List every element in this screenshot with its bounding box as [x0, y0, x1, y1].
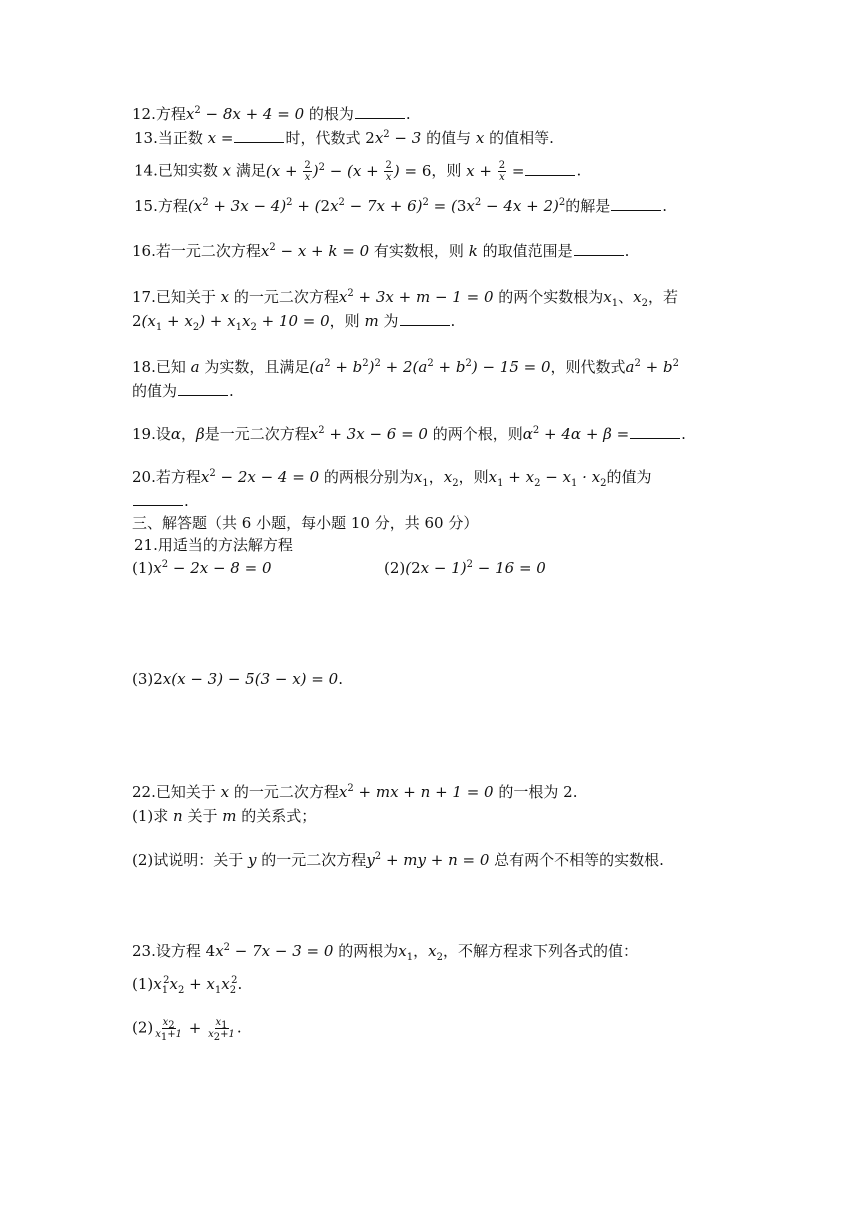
root-x2: $x_2$	[443, 468, 459, 489]
question-text: (1)求	[132, 807, 169, 825]
answer-blank[interactable]	[525, 161, 575, 176]
variable: x	[222, 161, 232, 180]
question-text: 的关系式；	[241, 807, 317, 825]
answer-blank[interactable]	[611, 196, 661, 211]
question-text: 的一元二次方程	[233, 783, 339, 801]
equation: $x^2 - 8x + 4 = 0$	[185, 105, 305, 123]
question-22-title	[132, 782, 577, 802]
question-text: 的根为	[308, 105, 354, 123]
question-21-part-1	[132, 558, 272, 578]
answer-blank[interactable]	[574, 241, 624, 256]
question-text: .	[450, 312, 456, 330]
variable: k	[468, 242, 478, 260]
question-text: 总有两个不相等的实数根.	[494, 851, 664, 869]
expression: $\frac{x_2}{x_1+1}$ + $\frac{x_1}{x_2+1}$	[155, 1017, 235, 1043]
question-text: 的取值范围是	[482, 242, 573, 260]
expression: x + $\frac{2}{x}$ =	[466, 160, 525, 183]
answer-blank[interactable]	[355, 104, 405, 119]
question-number: 15.	[134, 197, 158, 215]
expression: $2x^2 - 3$	[365, 129, 422, 147]
question-15	[134, 196, 667, 216]
question-text: 、	[618, 288, 634, 306]
question-23-part-2	[132, 1017, 242, 1043]
part-label: (3)	[132, 670, 154, 688]
equation: $x^2$ + mx + n + 1 = 0	[338, 783, 494, 801]
question-text: 的值为	[132, 382, 178, 400]
roots: α	[170, 425, 182, 443]
question-21-title: 21.用适当的方法解方程	[134, 536, 293, 554]
answer-blank[interactable]	[234, 128, 284, 143]
question-text: .	[237, 975, 243, 993]
answer-blank[interactable]	[400, 311, 450, 326]
variable: m	[222, 807, 237, 825]
root-x2: $x_2$	[633, 288, 648, 309]
question-text: 的两个根，则	[432, 425, 523, 443]
question-text: .	[338, 670, 343, 688]
question-number: 12.	[132, 105, 156, 123]
question-12	[132, 104, 411, 124]
question-text: .	[229, 382, 234, 400]
equation: $y^2$ + my + n = 0	[366, 851, 490, 869]
question-text: 的值相等.	[489, 129, 554, 147]
question-text: ，则	[329, 312, 360, 330]
question-text: (2)试说明：关于	[132, 851, 244, 869]
expression: $x_1 + x_2 - x_1 \cdot x_2$	[488, 468, 607, 489]
variable: y	[248, 851, 257, 869]
question-text: 方程	[157, 197, 188, 215]
question-text: 的两个实数根为	[498, 288, 604, 306]
question-text: 关于	[187, 807, 218, 825]
section-heading: 三、解答题（共 6 小题，每小题 10 分，共 60 分）	[132, 514, 479, 532]
variable: m	[364, 312, 379, 330]
condition: $2(x_1 + x_2) + x_1x_2 + 10 = 0$	[132, 312, 330, 333]
equation: $x^2 - x + k = 0$	[260, 242, 370, 260]
equation: $(x^2 + 3x - 4)^2 + (2x^2 - 7x + 6)^2 = (3x^2 - 4x + 2)^2$	[187, 197, 566, 215]
question-22-part-1	[132, 806, 316, 826]
question-18	[132, 357, 679, 377]
question-text: .	[681, 425, 686, 443]
question-17-line-2	[132, 311, 455, 331]
question-18-line-2	[132, 381, 234, 401]
question-text: 的值为	[606, 468, 652, 486]
question-text: 的一元二次方程	[233, 288, 339, 306]
question-text: 的两根分别为	[323, 468, 414, 486]
equation: $x^2 + 3x - 6 = 0$	[309, 425, 428, 443]
variable: x	[207, 129, 217, 147]
question-text: .	[236, 1018, 242, 1037]
variable: x	[475, 129, 485, 147]
variable: x	[220, 288, 230, 306]
question-number: 20.	[132, 468, 156, 486]
question-text: 设	[155, 425, 171, 443]
question-17	[132, 287, 678, 307]
question-text: 22.已知关于	[132, 783, 216, 801]
question-number: 13.	[134, 129, 158, 147]
question-21-part-2	[384, 558, 546, 578]
question-text: 的一根为 2.	[498, 783, 578, 801]
question-number: 14.	[134, 161, 158, 180]
question-text: 当正数	[157, 129, 203, 147]
question-text: .	[576, 161, 582, 180]
equation: $4x^2 - 7x - 3 = 0$	[205, 942, 334, 960]
answer-blank[interactable]	[133, 491, 183, 506]
question-19: 19.设α，β是一元二次方程$x^2 + 3x - 6 = 0$ 的两个根，则$\alpha^2 + 4\alpha + \beta$ = .	[132, 425, 686, 443]
question-text: 为	[383, 312, 399, 330]
question-text: .	[662, 197, 668, 215]
question-13: 13.当正数 x = 时，代数式 $2x^2 - 3$ 的值与 x 的值相等.	[134, 129, 554, 147]
expression: $\alpha^2 + 4\alpha + \beta$ =	[522, 425, 630, 443]
question-text: .	[184, 492, 189, 510]
question-text: 的解是	[565, 197, 611, 215]
question-20: 20.若方程$x^2 - 2x - 4 = 0$ 的两根分别为$x_1$，$x_2$，则$x_1 + x_2 - x_1 \cdot x_2$的值为	[132, 468, 652, 489]
question-text: ，不解方程求下列各式的值：	[442, 942, 638, 960]
question-number: 19.	[132, 425, 156, 443]
variable: n	[173, 807, 183, 825]
equation: 2x(x − 3) − 5(3 − x) = 0	[153, 670, 339, 688]
question-number: 17.	[132, 288, 156, 306]
question-20-line-2	[132, 491, 189, 511]
question-text: 的一元二次方程	[261, 851, 367, 869]
equation: (x + $\frac{2}{x}$ )$^2$ − (x + $\frac{2}{x}$ ) = 6	[265, 160, 432, 183]
question-text: 23.设方程	[132, 942, 201, 960]
answer-blank[interactable]	[630, 424, 680, 439]
question-22-part-2	[132, 850, 664, 870]
equation: $x^2 - 2x - 4 = 0$	[200, 468, 320, 486]
question-23-title: 23.设方程 $4x^2 - 7x - 3 = 0$ 的两根为$x_1$，$x_2$，不解方程求下列各式的值：	[132, 942, 638, 963]
root-x1: $x_1$	[413, 468, 429, 489]
question-text: 若方程	[155, 468, 201, 486]
question-text: 已知	[155, 358, 186, 376]
question-text: 的两根为	[338, 942, 399, 960]
question-text: 已知实数	[157, 161, 218, 180]
question-number: 18.	[132, 358, 156, 376]
question-text: ，若	[648, 288, 679, 306]
question-text: 若一元二次方程	[155, 242, 261, 260]
root-x2: $x_2$	[428, 942, 443, 963]
question-text: ，则	[458, 468, 489, 486]
question-text: 是一元二次方程	[204, 425, 310, 443]
roots: β	[196, 425, 205, 443]
question-text: 有实数根，则	[373, 242, 464, 260]
equation: $x^2 + 3x + m - 1 = 0$	[338, 288, 494, 306]
question-text: ，则	[431, 161, 462, 180]
question-text: .	[405, 105, 411, 123]
variable: x	[220, 783, 230, 801]
question-text: .	[624, 242, 630, 260]
question-21-part-3	[132, 669, 343, 689]
question-text: ，则代数式	[550, 358, 626, 376]
question-23-part-1	[132, 974, 242, 994]
question-text: 时，代数式	[285, 129, 361, 147]
part-label: (2)	[384, 559, 406, 577]
question-16	[132, 241, 629, 261]
question-text: 已知关于	[155, 288, 216, 306]
equation: $(2x - 1)^2 - 16 = 0$	[405, 559, 546, 577]
variable: a	[190, 358, 200, 376]
expression: $x_1^2x_2 + x_1x_2^2$	[153, 975, 238, 996]
equation: $x^2 - 2x - 8 = 0$	[153, 559, 272, 577]
part-label: (2)	[132, 1018, 154, 1037]
question-number: 16.	[132, 242, 156, 260]
equation: $(a^2 + b^2)^2 + 2(a^2 + b^2) - 15 = 0$	[309, 358, 551, 376]
part-label: (1)	[132, 559, 154, 577]
part-label: (1)	[132, 975, 154, 993]
question-text: 方程	[155, 105, 186, 123]
root-x1: $x_1$	[398, 942, 414, 963]
question-14	[134, 160, 581, 183]
question-text: 为实数，且满足	[204, 358, 310, 376]
question-text: 满足	[235, 161, 266, 180]
expression: $a^2 + b^2$	[625, 358, 679, 376]
answer-blank[interactable]	[178, 381, 228, 396]
root-x1: $x_1$	[603, 288, 619, 309]
question-text: 的值与	[426, 129, 472, 147]
